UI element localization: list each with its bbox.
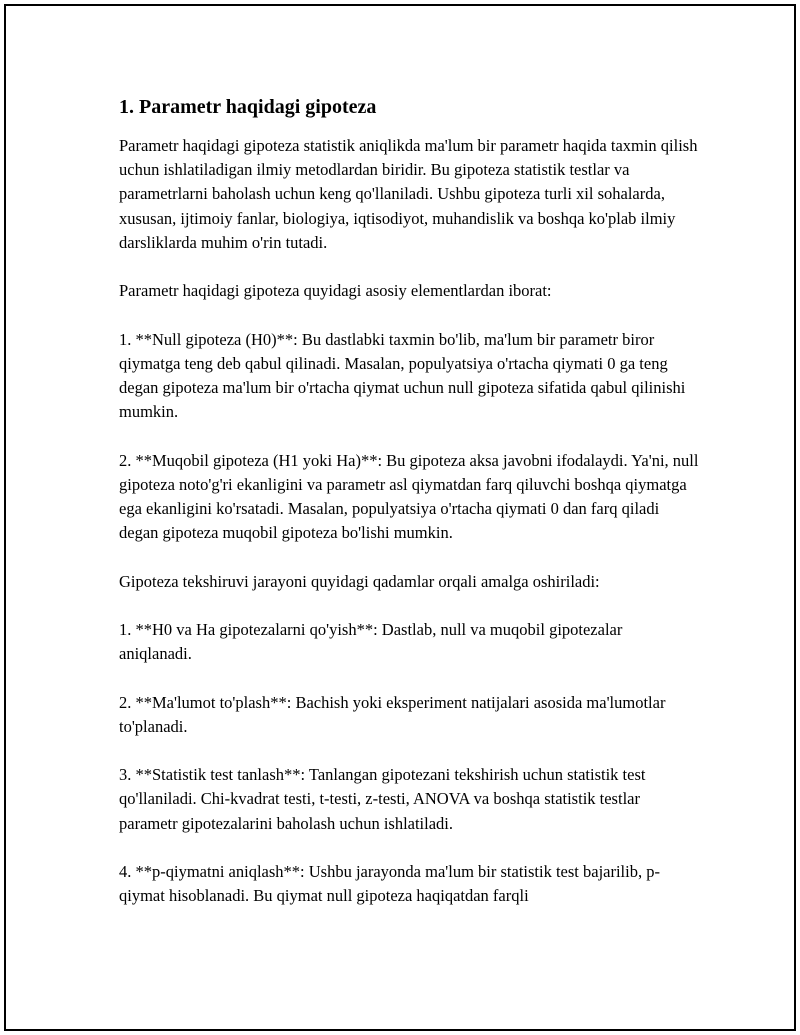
paragraph-intro: Parametr haqidagi gipoteza statistik aniqlikda ma'lum bir parametr haqida taxmin qilish uchun ishlatiladigan ilmiy metodlardan biridir. Bu gipoteza statistik testlar va parametrlarni baholash uchun keng qo'llaniladi. Ushbu gipoteza turli xil sohalarda, xususan, ijtimoiy fanlar, biologiya, iqtisodiyot, muhandislik va boshqa ko'plab ilmiy darsliklarda muhim o'rin tutadi.	[119, 136, 698, 252]
paragraph-step-3: 3. **Statistik test tanlash**: Tanlangan gipotezani tekshirish uchun statistik test qo'llaniladi. Chi-kvadrat testi, t-testi, z-testi, ANOVA va boshqa statistik testlar parametr gipotezalarini baholash uchun ishlatiladi.	[119, 765, 646, 833]
paragraph-steps-lead: Gipoteza tekshiruvi jarayoni quyidagi qadamlar orqali amalga oshiriladi:	[119, 571, 600, 591]
paragraph-null-hypothesis: 1. **Null gipoteza (H0)**: Bu dastlabki taxmin bo'lib, ma'lum bir parametr biror qiymatga teng deb qabul qilinadi. Masalan, populyatsiya o'rtacha qiymati 0 ga teng degan gipoteza ma'lum bir o'rtacha qiymat uchun null gipoteza sifatida qabul qilinishi mumkin.	[119, 329, 686, 422]
paragraph-elements-lead: Parametr haqidagi gipoteza quyidagi asosiy elementlardan iborat:	[119, 281, 552, 301]
paragraph-step-4: 4. **p-qiymatni aniqlash**: Ushbu jarayonda ma'lum bir statistik test bajarilib, p-qiymat hisoblanadi. Bu qiymat null gipoteza haqiqatdan farqli	[119, 861, 660, 906]
document-body	[119, 94, 699, 908]
paragraph-step-2: 2. **Ma'lumot to'plash**: Bachish yoki eksperiment natijalari asosida ma'lumotlar to'planadi.	[119, 692, 666, 736]
paragraph-alternative-hypothesis: 2. **Muqobil gipoteza (H1 yoki Ha)**: Bu gipoteza aksa javobni ifodalaydi. Ya'ni, null gipoteza noto'g'ri ekanligini va parametr asl qiymatdan farq qiluvchi boshqa qiymatga ega ekanligini ko'rsatadi. Masalan, populyatsiya o'rtacha qiymati 0 dan farq qiladi degan gipoteza muqobil gipoteza bo'lishi mumkin.	[119, 450, 699, 543]
paragraph-step-1: 1. **H0 va Ha gipotezalarni qo'yish**: Dastlab, null va muqobil gipotezalar aniqlanadi.	[119, 619, 623, 664]
document-heading: 1. Parametr haqidagi gipoteza	[119, 96, 377, 118]
page-frame	[4, 4, 796, 1031]
